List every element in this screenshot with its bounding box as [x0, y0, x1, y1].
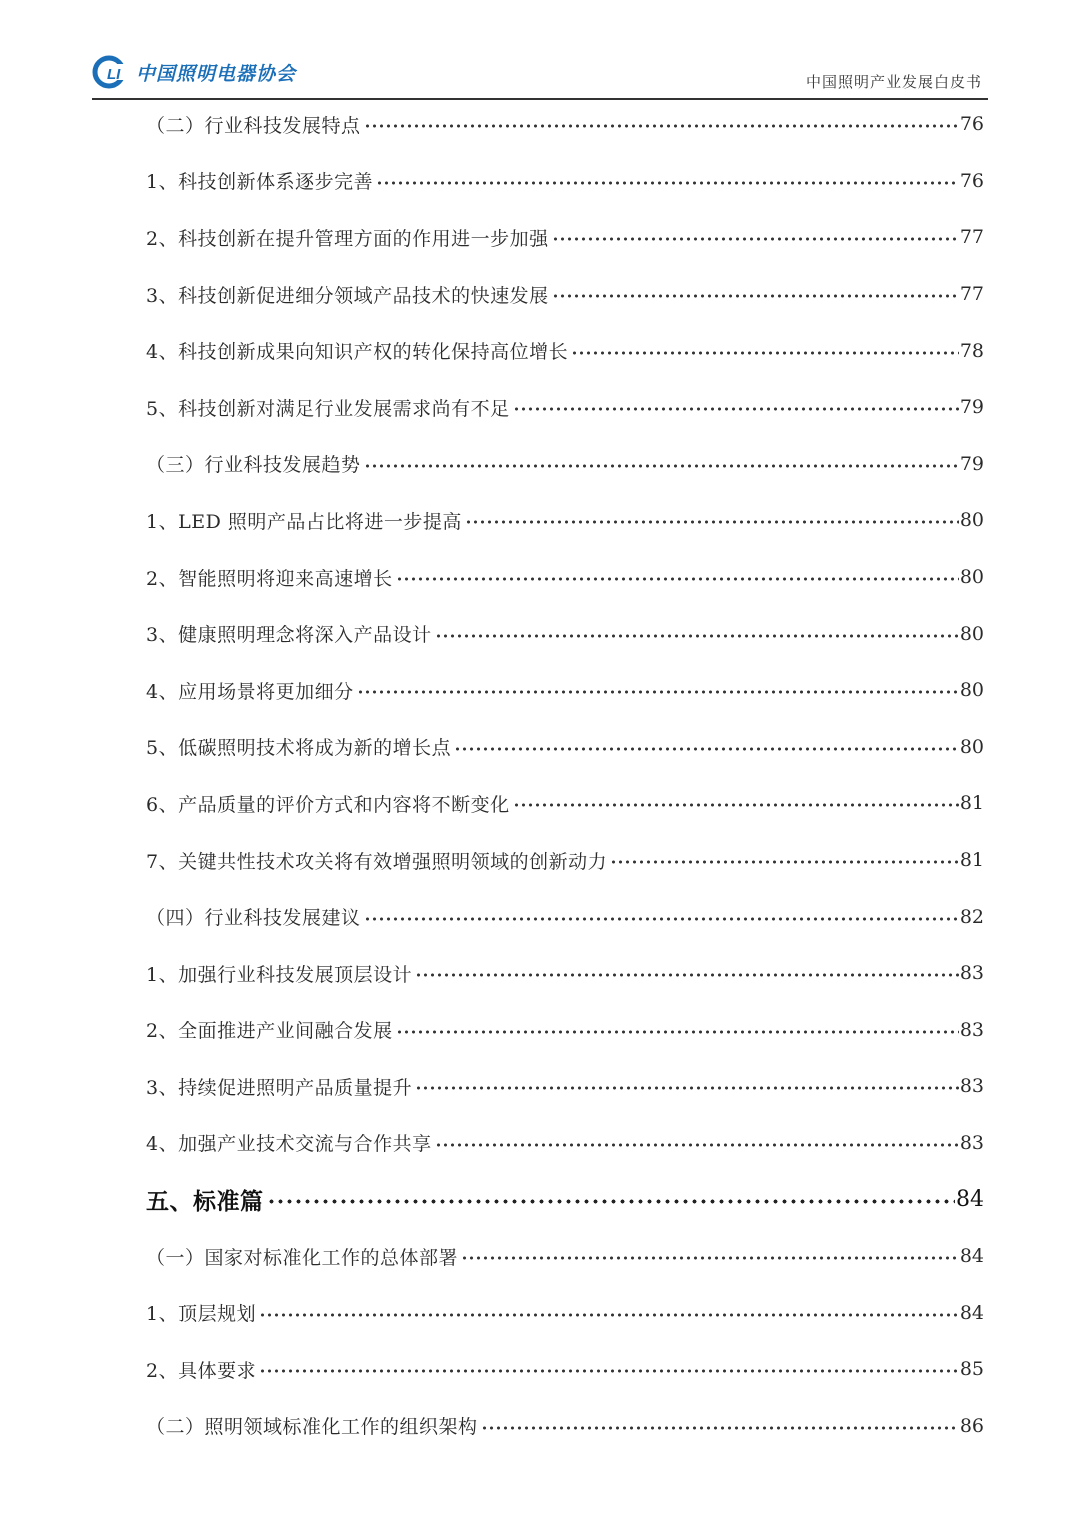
toc-dot-leader: [513, 803, 959, 807]
association-logo: [92, 54, 296, 90]
toc-dot-leader: [259, 1369, 959, 1373]
toc-page-number: 79: [959, 452, 984, 475]
toc-entry-label: 2、具体要求: [146, 1359, 257, 1382]
toc-entry-label: 2、科技创新在提升管理方面的作用进一步加强: [146, 227, 549, 250]
toc-page-number: 80: [959, 679, 984, 702]
toc-dot-leader: [461, 1256, 959, 1260]
toc-entry-label: 1、顶层规划: [146, 1303, 257, 1326]
toc-page-number: 81: [959, 792, 984, 815]
toc-dot-leader: [259, 1313, 959, 1317]
logo-text: 中国照明电器协会: [136, 62, 297, 85]
toc-dot-leader: [552, 237, 959, 241]
toc-entry-label: （二）行业科技发展特点: [146, 114, 361, 137]
toc-entry[interactable]: [146, 605, 984, 662]
toc-dot-leader: [435, 634, 959, 638]
toc-page-number: 85: [959, 1358, 984, 1381]
toc-dot-leader: [415, 1086, 959, 1090]
toc-entry[interactable]: [146, 322, 984, 379]
toc-dot-leader: [364, 124, 959, 128]
svg-text:LI: LI: [107, 66, 121, 83]
toc-entry-label: 2、智能照明将迎来高速增长: [146, 567, 393, 590]
toc-dot-leader: [610, 860, 959, 864]
toc-entry-label: 5、科技创新对满足行业发展需求尚有不足: [146, 397, 510, 420]
toc-dot-leader: [454, 747, 959, 751]
toc-entry-label: 3、健康照明理念将深入产品设计: [146, 624, 432, 647]
toc-entry-label: 1、LED 照明产品占比将进一步提高: [146, 510, 462, 533]
toc-entry-label: 4、加强产业技术交流与合作共享: [146, 1133, 432, 1156]
toc-page-number: 78: [959, 339, 984, 362]
table-of-contents: [146, 96, 984, 1454]
toc-dot-leader: [396, 577, 959, 581]
toc-entry[interactable]: [146, 1284, 984, 1341]
toc-page-number: 80: [959, 566, 984, 589]
toc-page-number: 80: [959, 735, 984, 758]
toc-entry-label: 2、全面推进产业间融合发展: [146, 1020, 393, 1043]
toc-entry-label: 6、产品质量的评价方式和内容将不断变化: [146, 793, 510, 816]
toc-entry-label: 5、低碳照明技术将成为新的增长点: [146, 737, 452, 760]
toc-entry-label: 1、科技创新体系逐步完善: [146, 171, 374, 194]
toc-page-number: 83: [959, 1131, 984, 1154]
toc-entry[interactable]: [146, 379, 984, 436]
toc-page-number: 76: [959, 113, 984, 136]
toc-entry[interactable]: [146, 662, 984, 719]
toc-page-number: 83: [959, 1075, 984, 1098]
toc-page-number: 83: [959, 962, 984, 985]
toc-dot-leader: [415, 973, 959, 977]
toc-entry-label: （三）行业科技发展趋势: [146, 454, 361, 477]
toc-entry[interactable]: [146, 1115, 984, 1172]
toc-page-number: 80: [959, 509, 984, 532]
toc-entry[interactable]: [146, 775, 984, 832]
page-header: [92, 48, 988, 100]
toc-page-number: 77: [959, 226, 984, 249]
toc-dot-leader: [571, 351, 959, 355]
toc-page-number: 81: [959, 849, 984, 872]
toc-dot-leader: [364, 464, 959, 468]
toc-dot-leader: [357, 690, 959, 694]
toc-page-number: 84: [959, 1301, 984, 1324]
toc-entry[interactable]: [146, 1058, 984, 1115]
toc-page-number: 84: [959, 1245, 984, 1268]
toc-dot-leader: [396, 1030, 959, 1034]
toc-entry[interactable]: [146, 1228, 984, 1285]
toc-entry-label: 4、应用场景将更加细分: [146, 680, 354, 703]
toc-dot-leader: [552, 294, 959, 298]
toc-page-number: 79: [959, 396, 984, 419]
toc-page-number: 77: [959, 283, 984, 306]
toc-entry[interactable]: [146, 719, 984, 776]
toc-entry-label: 4、科技创新成果向知识产权的转化保持高位增长: [146, 341, 569, 364]
toc-dot-leader: [465, 520, 959, 524]
toc-entry[interactable]: [146, 888, 984, 945]
toc-dot-leader: [435, 1143, 959, 1147]
toc-dot-leader: [364, 917, 959, 921]
toc-page-number: 83: [959, 1018, 984, 1041]
cali-logo-icon: [92, 54, 132, 90]
toc-page-number: 82: [959, 905, 984, 928]
toc-page-number: 76: [959, 169, 984, 192]
toc-entry[interactable]: [146, 1171, 984, 1228]
toc-entry-label: （一）国家对标准化工作的总体部署: [146, 1246, 459, 1269]
toc-entry[interactable]: [146, 96, 984, 153]
toc-entry[interactable]: [146, 209, 984, 266]
toc-entry[interactable]: [146, 549, 984, 606]
toc-entry[interactable]: [146, 1002, 984, 1059]
toc-dot-leader: [376, 181, 959, 185]
toc-entry[interactable]: [146, 266, 984, 323]
toc-page-number: 84: [956, 1187, 984, 1213]
toc-page-number: 80: [959, 622, 984, 645]
toc-entry[interactable]: [146, 1341, 984, 1398]
toc-dot-leader: [267, 1199, 956, 1204]
toc-dot-leader: [513, 407, 959, 411]
toc-entry-label: （二）照明领域标准化工作的组织架构: [146, 1416, 478, 1439]
toc-entry-label: （四）行业科技发展建议: [146, 907, 361, 930]
toc-entry[interactable]: [146, 436, 984, 493]
toc-entry-label: 1、加强行业科技发展顶层设计: [146, 963, 413, 986]
toc-entry[interactable]: [146, 832, 984, 889]
toc-entry[interactable]: [146, 492, 984, 549]
toc-entry-label: 7、关键共性技术攻关将有效增强照明领域的创新动力: [146, 850, 608, 873]
toc-entry-label: 3、持续促进照明产品质量提升: [146, 1076, 413, 1099]
document-title: 中国照明产业发展白皮书: [805, 73, 982, 91]
toc-entry-label: 五、标准篇: [146, 1188, 264, 1216]
toc-dot-leader: [481, 1426, 959, 1430]
toc-entry[interactable]: [146, 945, 984, 1002]
toc-page-number: 86: [959, 1414, 984, 1437]
toc-entry[interactable]: [146, 153, 984, 210]
toc-entry[interactable]: [146, 1398, 984, 1455]
toc-entry-label: 3、科技创新促进细分领域产品技术的快速发展: [146, 284, 549, 307]
